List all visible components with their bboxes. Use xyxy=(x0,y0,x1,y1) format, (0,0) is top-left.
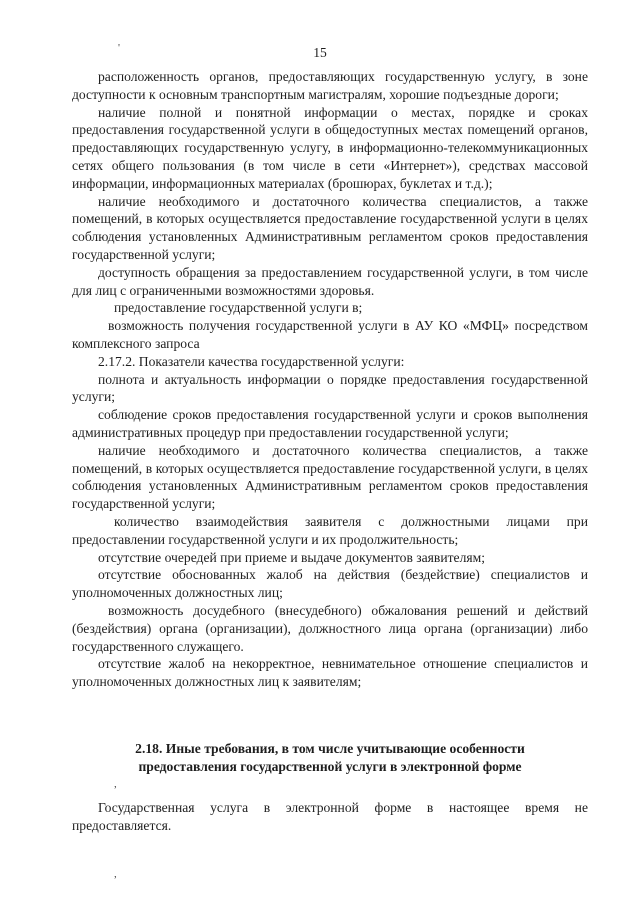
paragraph: полнота и актуальность информации о порядке предоставления государственной услуги; xyxy=(72,371,588,405)
paragraph: Государственная услуга в электронной форме в настоящее время не предоставляется. xyxy=(72,800,588,833)
paragraph: наличие необходимого и достаточного количества специалистов, а также помещений, в которых осуществляется предоставление государственной услуги в целях соблюдения установленных Административным регламентом сроков предоставления государственной услуги; xyxy=(72,193,588,262)
final-text xyxy=(72,799,588,835)
paragraph: отсутствие жалоб на некорректное, невнимательное отношение специалистов и уполномоченных должностных лиц к заявителям; xyxy=(72,656,588,690)
paragraph: возможность получения государственной услуги в АУ КО «МФЦ» посредством комплексного запроса xyxy=(72,318,588,351)
paragraph: отсутствие обоснованных жалоб на действия (бездействие) специалистов и уполномоченных должностных лиц; xyxy=(72,567,588,601)
section-heading xyxy=(72,740,588,776)
paragraph: наличие необходимого и достаточного количества специалистов, а также помещений, в которых осуществляется предоставление государственной услуги, в целях соблюдения установленных Административным регламентом сроков предоставления государственной услуги; xyxy=(72,442,588,512)
section-heading-line: 2.18. Иные требования, в том числе учитывающие особенности xyxy=(135,741,525,756)
section-heading-line: предоставления государственной услуги в электронной форме xyxy=(138,759,522,774)
paragraph: расположенность органов, предоставляющих государственную услугу, в зоне доступности к основным транспортным магистралям, хорошие подъездные дороги; xyxy=(72,69,588,102)
paragraph: 2.17.2. Показатели качества государственной услуги: xyxy=(98,353,405,369)
scan-mark: , xyxy=(114,778,117,790)
paragraph: отсутствие очередей при приеме и выдаче документов заявителям; xyxy=(98,549,485,565)
paragraph: доступность обращения за предоставлением государственной услуги, в том числе для лиц с ограниченными возможностями здоровья. xyxy=(72,264,588,298)
paragraph: предоставление государственной услуги в; xyxy=(114,300,363,316)
page-number: 15 xyxy=(313,45,327,60)
paragraph: соблюдение сроков предоставления государственной услуги и сроков выполнения административных процедур при предоставлении государственной услуги; xyxy=(72,407,588,440)
paragraph: количество взаимодействия заявителя с должностными лицами при предоставлении государственной услуги и их продолжительность; xyxy=(72,513,588,547)
body-text xyxy=(72,68,588,691)
paragraph: наличие полной и понятной информации о местах, порядке и сроках предоставления государственной услуги в общедоступных местах помещений органов, предоставляющих государственную услугу, в информационно-телекоммуникационных сетях общего пользования (в том числе в сети «Интернет»), средствах массовой информации, информационных материалах (брошюрах, буклетах и т.д.); xyxy=(72,104,588,191)
scan-mark: ' xyxy=(118,42,120,54)
paragraph: возможность досудебного (внесудебного) обжалования решений и действий (бездействия) органа (организации), должностного лица органа (организации) либо государственного служащего. xyxy=(72,602,588,654)
scan-mark: , xyxy=(114,868,117,880)
